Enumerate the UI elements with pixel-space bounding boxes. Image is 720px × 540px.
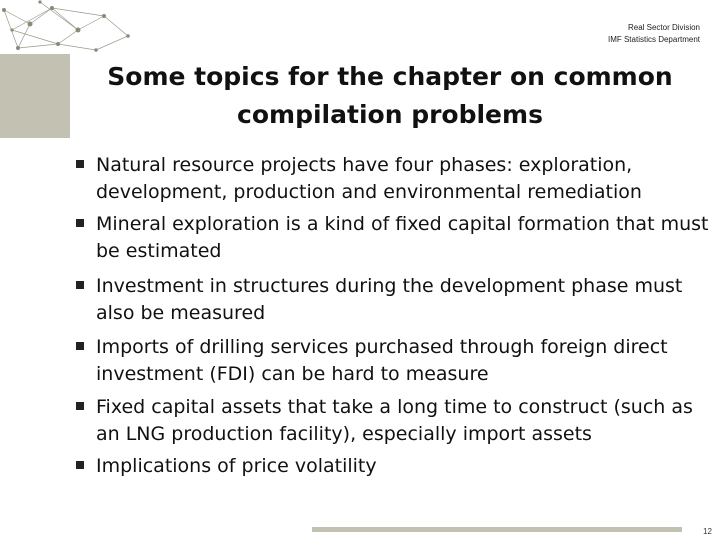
square-bullet-icon	[76, 342, 84, 350]
organization-header	[608, 22, 700, 46]
bullet-item	[0, 453, 720, 515]
footer-line	[312, 527, 708, 532]
square-bullet-icon	[76, 402, 84, 410]
bullet-item	[0, 152, 720, 214]
bullet-text: Implications of price volatility	[96, 455, 377, 477]
division-name: Real Sector Division	[627, 23, 700, 32]
square-bullet-icon	[76, 160, 84, 168]
bullet-text: Imports of drilling services purchased through foreign direct investment (FDI) can be hard to measure	[96, 336, 668, 385]
bullet-item	[0, 394, 720, 456]
slide-title: Some topics for the chapter on common compilation problems	[107, 62, 673, 129]
bullet-text: Fixed capital assets that take a long time to construct (such as an LNG production facility), especially import assets	[96, 396, 693, 445]
bullet-text: Mineral exploration is a kind of fixed capital formation that must be estimated	[96, 213, 709, 262]
square-bullet-icon	[76, 219, 84, 227]
bullet-text: Investment in structures during the development phase must also be measured	[96, 275, 683, 324]
bullet-text: Natural resource projects have four phases: exploration, development, production and environmental remediation	[96, 154, 642, 203]
bullet-item	[0, 273, 720, 335]
network-graph-logo-icon	[0, 0, 160, 60]
square-bullet-icon	[76, 281, 84, 289]
bullet-item	[0, 334, 720, 396]
square-bullet-icon	[76, 461, 84, 469]
page-number: 12	[682, 524, 712, 540]
bullet-item	[0, 211, 720, 273]
department-name: IMF Statistics Department	[607, 35, 700, 44]
